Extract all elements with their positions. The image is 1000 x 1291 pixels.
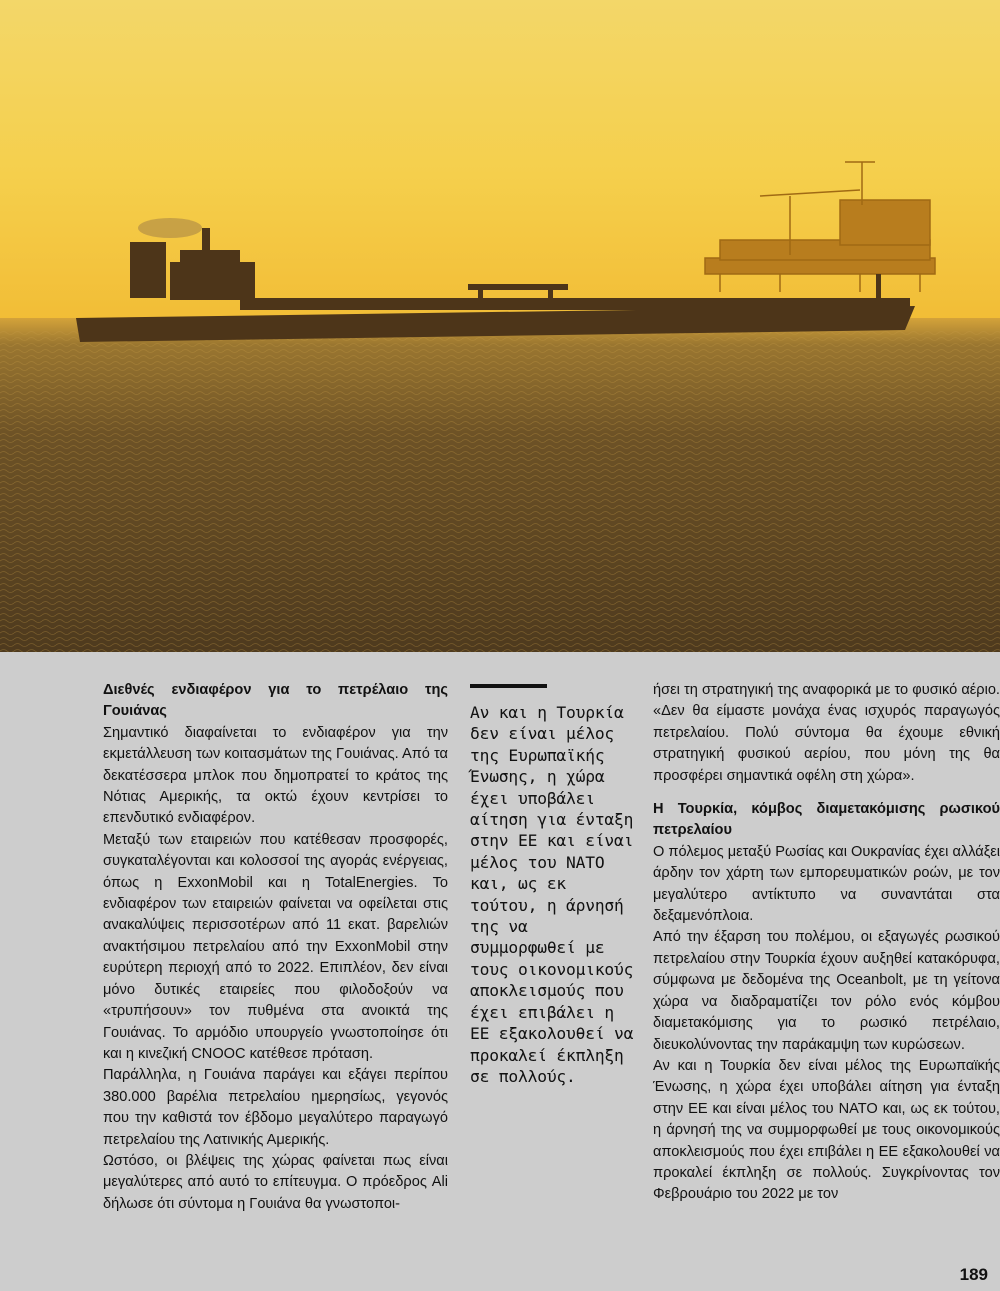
paragraph: Παράλληλα, η Γουιάνα παράγει και εξάγει περίπου 380.000 βαρέλια πετρελαίου ημερησίως, γεγονός που την καθιστά τον έβδομο μεγαλύτερο παραγωγό πετρελαίου της Λατινικής Αμερικής. [103,1067,448,1148]
paragraph: Ωστόσο, οι βλέψεις της χώρας φαίνεται πως είναι μεγαλύτερες από αυτό το επίτευγμα. Ο πρόεδρος Ali δήλωσε ότι σύντομα η Γουιάνα θα γνωστοποι- [103,1152,448,1212]
page-number: 189 [959,1265,988,1284]
paragraph: Μεταξύ των εταιρειών που κατέθεσαν προσφορές, συγκαταλέγονται και κολοσσοί της αγοράς ενέργειας, όπως η ExxonMobil και η TotalEnergies. Το ενδιαφέρον των εταιρειών φαίνεται να οφείλεται στις ανακαλύψεις περισσοτέρων από 11 εκατ. βαρελιών ανακτήσιμου πετρελαίου από την ExxonMobil στην ευρύτερη περιοχή από το 2022. Επιπλέον, δεν είναι μόνο δυτικές εταιρείες που φιλοδοξούν να «τρυπήσουν» τον πυθμένα στα ανοικτά της Γουιάνας. Το αρμόδιο υπουργείο γνωστοποίησε ότι και η κινεζική CNOOC κατέθεσε πρόταση. [103,831,448,1062]
pull-quote-text: Αν και η Τουρκία δεν είναι μέλος της Ευρωπαϊκής Ένωσης, η χώρα έχει υποβάλει αίτηση για ένταξη στην ΕΕ και είναι μέλος του ΝΑΤΟ και, ως εκ τούτου, η άρνησή της να συμμορφωθεί με τους οικονομικούς αποκλεισμούς που έχει επιβάλει η ΕΕ εξακολουθεί να προκαλεί έκπληξη σε πολλούς. [470,703,634,1086]
article-text-area [0,652,1000,1291]
article-column-right [653,680,1000,1206]
pull-quote [470,684,640,1087]
article-column-left [103,680,448,1215]
paragraph: Από την έξαρση του πολέμου, οι εξαγωγές ρωσικού πετρελαίου στην Τουρκία έχουν αυξηθεί κατακόρυφα, σύμφωνα με δεδομένα της Oceanbolt, με τη γείτονα χώρα να διαδραματίζει τον ρόλο ενός κόμβου διαμετακόμισης για το ρωσικό πετρέλαιο, διευκολύνοντας την παράκαμψη των κυρώσεων. [653,929,1000,1053]
smoke [138,218,202,238]
pull-quote-rule [470,684,547,688]
paragraph: Αν και η Τουρκία δεν είναι μέλος της Ευρωπαϊκής Ένωσης, η χώρα έχει υποβάλει αίτηση για ένταξη στην ΕΕ και είναι μέλος του ΝΑΤΟ και, ως εκ τούτου, η άρνησή της να συμμορφωθεί με τους οικονομικούς αποκλεισμούς που έχει επιβάλει η ΕΕ εξακολουθεί να προκαλεί έκπληξη σε πολλούς. Συγκρίνοντας τον Φεβρουάριο του 2022 με τον [653,1057,1000,1203]
paragraph: Ο πόλεμος μεταξύ Ρωσίας και Ουκρανίας έχει αλλάξει άρδην τον χάρτη των εμπορευματικών ροών, με τον μεγαλύτερο αντίκτυπο να συναντάται στα δεξαμενόπλοια. [653,843,1000,925]
section-heading-guyana: Διεθνές ενδιαφέρον για το πετρέλαιο της Γουιάνας [103,682,448,720]
paragraph: Σημαντικό διαφαίνεται το ενδιαφέρον για την εκμετάλλευση των κοιτασμάτων της Γουιάνας. Από τα δεκατέσσερα μπλοκ που δημοπρατεί το κράτος της Νότιας Αμερικής, τα οκτώ έχουν κεντρίσει το επενδυτικό ενδιαφέρον. [103,724,448,827]
section-heading-turkey: Η Τουρκία, κόμβος διαμετακόμισης ρωσικού πετρελαίου [653,801,1000,839]
paragraph: ήσει τη στρατηγική της αναφορικά με το φυσικό αέριο. «Δεν θα είμαστε μονάχα ένας ισχυρός παραγωγός πετρελαίου. Πολύ σύντομα θα έχουμε εθνική στρατηγική φυσικού αερίου, που μόνη της θα προσφέρει σημαντικά οφέλη στη χώρα». [653,682,1000,784]
sea-waves [0,330,1000,652]
